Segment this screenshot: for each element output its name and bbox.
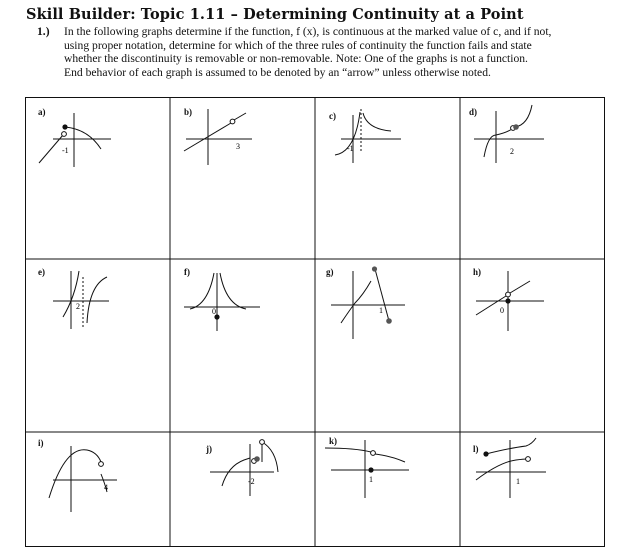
graph-d (460, 97, 605, 259)
graph-tick: 1 (369, 475, 373, 484)
graph-i-plot (25, 432, 170, 547)
graph-b (170, 97, 315, 259)
graph-tick: 0 (500, 306, 504, 315)
graph-l (460, 432, 605, 547)
graph-d-plot (460, 97, 605, 259)
instruction-line-1: In the following graphs determine if the function, f (x), is continuous at the marked value of c, and if not, (64, 25, 552, 38)
graph-label: a) (38, 107, 46, 117)
graph-grid (25, 97, 605, 547)
graph-e-plot (25, 259, 170, 432)
graph-label: i) (38, 438, 44, 448)
graph-f (170, 259, 315, 432)
graph-label: d) (469, 107, 478, 117)
graph-e (25, 259, 170, 432)
graph-tick: 4 (104, 483, 108, 492)
graph-label: l) (473, 444, 479, 454)
graph-tick: 2 (510, 147, 514, 156)
instruction-line-4: End behavior of each graph is assumed to be denoted by an “arrow” unless otherwise noted. (64, 65, 491, 79)
graph-f-plot (170, 259, 315, 432)
graph-tick: -1 (347, 144, 354, 153)
graph-b-plot (170, 97, 315, 259)
graph-tick: 1 (516, 477, 520, 486)
instruction-line-3: whether the discontinuity is removable or non-removable. Note: One of the graphs is not a function. (64, 52, 528, 65)
graph-label: f) (184, 267, 190, 277)
graph-label: j) (206, 444, 212, 454)
graph-h (460, 259, 605, 432)
graph-a (25, 97, 170, 259)
graph-label: k) (329, 436, 338, 446)
graph-l-plot (460, 432, 605, 547)
graph-tick: 3 (236, 142, 240, 151)
problem-number: 1.) (37, 25, 50, 38)
graph-label: g) (326, 267, 334, 277)
graph-g (315, 259, 460, 432)
graph-j-plot (170, 432, 315, 547)
graph-label: b) (184, 107, 193, 117)
graph-j (170, 432, 315, 547)
graph-k-plot (315, 432, 460, 547)
graph-g-plot (315, 259, 460, 432)
graph-label: e) (38, 267, 45, 277)
graph-a-plot (25, 97, 170, 259)
graph-tick: 2 (76, 302, 80, 311)
graph-tick: 0 (212, 307, 216, 316)
graph-h-plot (460, 259, 605, 432)
instruction-line-2: using proper notation, determine for which of the three rules of continuity the function fails and state (64, 38, 532, 52)
graph-c (315, 97, 460, 259)
graph-k (315, 432, 460, 547)
graph-i (25, 432, 170, 547)
graph-tick: -1 (62, 146, 69, 155)
graph-tick: -2 (248, 477, 255, 486)
graph-tick: 1 (379, 306, 383, 315)
graph-c-plot (315, 97, 460, 259)
graph-label: c) (329, 111, 336, 121)
graph-label: h) (473, 267, 482, 277)
worksheet-title: Skill Builder: Topic 1.11 – Determining Continuity at a Point (26, 6, 524, 23)
